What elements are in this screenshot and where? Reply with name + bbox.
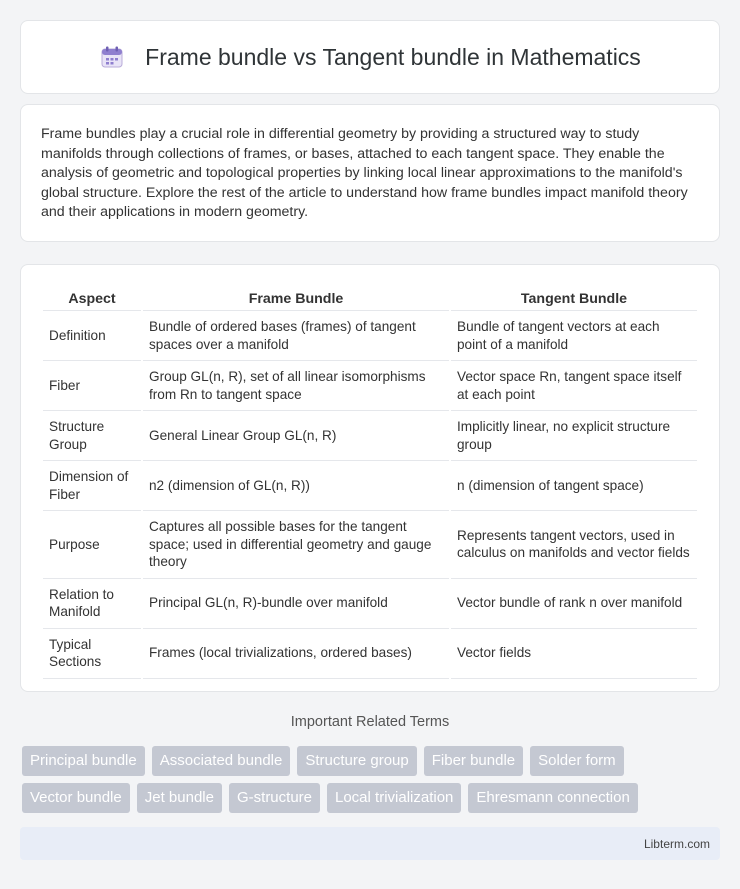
- tag-g-structure[interactable]: G-structure: [229, 783, 320, 813]
- table-row: [43, 629, 697, 679]
- table-row: [43, 511, 697, 579]
- row-frame: n2 (dimension of GL(n, R)): [143, 461, 449, 511]
- table-row: [43, 579, 697, 629]
- tag-vector-bundle[interactable]: Vector bundle: [22, 783, 130, 813]
- row-frame: Captures all possible bases for the tangent space; used in differential geometry and gauge theory: [143, 511, 449, 579]
- row-aspect: Fiber: [43, 361, 141, 411]
- tag-fiber-bundle[interactable]: Fiber bundle: [424, 746, 523, 776]
- row-aspect: Relation to Manifold: [43, 579, 141, 629]
- row-frame: Group GL(n, R), set of all linear isomorphisms from Rn to tangent space: [143, 361, 449, 411]
- row-frame: Frames (local trivializations, ordered bases): [143, 629, 449, 679]
- table-header-row: [43, 285, 697, 311]
- row-tangent: Vector bundle of rank n over manifold: [451, 579, 697, 629]
- row-aspect: Definition: [43, 311, 141, 361]
- table-row: [43, 311, 697, 361]
- header-frame-bundle: Frame Bundle: [143, 285, 449, 311]
- row-tangent: Bundle of tangent vectors at each point of a manifold: [451, 311, 697, 361]
- tag-principal-bundle[interactable]: Principal bundle: [22, 746, 145, 776]
- row-tangent: Represents tangent vectors, used in calculus on manifolds and vector fields: [451, 511, 697, 579]
- calendar-icon: [99, 44, 125, 70]
- footer: [20, 827, 720, 860]
- row-tangent: n (dimension of tangent space): [451, 461, 697, 511]
- related-terms-title: Important Related Terms: [290, 714, 450, 730]
- row-aspect: Structure Group: [43, 411, 141, 461]
- table-row: [43, 411, 697, 461]
- page-header: [20, 20, 720, 94]
- row-tangent: Implicitly linear, no explicit structure group: [451, 411, 697, 461]
- row-aspect: Purpose: [43, 511, 141, 579]
- tag-solder-form[interactable]: Solder form: [530, 746, 624, 776]
- tag-local-trivialization[interactable]: Local trivialization: [327, 783, 461, 813]
- table-row: [43, 361, 697, 411]
- comparison-card: [20, 264, 720, 692]
- table-row: [43, 461, 697, 511]
- comparison-table: [41, 285, 699, 679]
- row-frame: General Linear Group GL(n, R): [143, 411, 449, 461]
- row-frame: Bundle of ordered bases (frames) of tangent spaces over a manifold: [143, 311, 449, 361]
- header-aspect: Aspect: [43, 285, 141, 311]
- intro-card: [20, 104, 720, 242]
- row-tangent: Vector fields: [451, 629, 697, 679]
- intro-text: Frame bundles play a crucial role in differential geometry by providing a structured way to study manifolds through collections of frames, or bases, attached to each tangent space. They enable the analysis of geometric and topological properties by linking local linear approximations to the manifold's global structure. Explore the rest of the article to understand how frame bundles impact manifold theory and their applications in modern geometry.: [41, 126, 688, 221]
- row-frame: Principal GL(n, R)-bundle over manifold: [143, 579, 449, 629]
- related-terms-list: [22, 746, 718, 813]
- footer-brand-link[interactable]: Libterm.com: [643, 836, 710, 851]
- tag-jet-bundle[interactable]: Jet bundle: [137, 783, 222, 813]
- page-title: Frame bundle vs Tangent bundle in Mathematics: [145, 43, 641, 70]
- tag-ehresmann-connection[interactable]: Ehresmann connection: [468, 783, 637, 813]
- row-aspect: Dimension of Fiber: [43, 461, 141, 511]
- tag-structure-group[interactable]: Structure group: [297, 746, 416, 776]
- row-aspect: Typical Sections: [43, 629, 141, 679]
- header-tangent-bundle: Tangent Bundle: [451, 285, 697, 311]
- tag-associated-bundle[interactable]: Associated bundle: [152, 746, 291, 776]
- row-tangent: Vector space Rn, tangent space itself at each point: [451, 361, 697, 411]
